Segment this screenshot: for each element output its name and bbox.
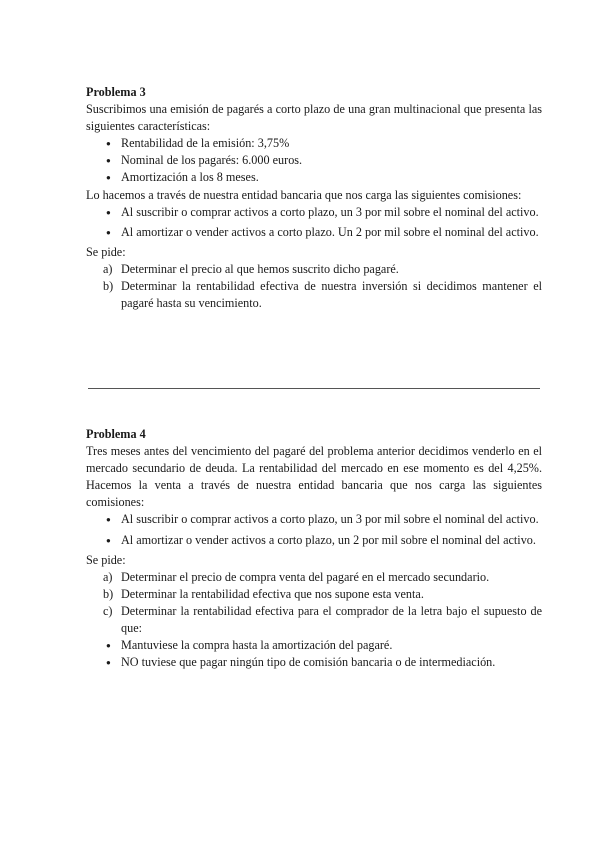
question-text: Determinar el precio de compra venta del pagaré en el mercado secundario. [121, 569, 490, 584]
section-divider [88, 388, 540, 389]
problem-4-ask: Se pide: [86, 552, 126, 567]
problem-3 [86, 84, 542, 312]
feature-item: ● Rentabilidad de la emisión: 3,75% [107, 135, 542, 152]
assumption-item: ● Mantuviese la compra hasta la amortización del pagaré. [107, 637, 542, 654]
problem-4-title: Problema 4 [86, 427, 146, 441]
question-marker: c) [103, 603, 113, 618]
question-marker: b) [103, 279, 114, 294]
commission-item: ● Al suscribir o comprar activos a corto plazo, un 3 por mil sobre el nominal del activo. [107, 511, 542, 528]
assumption-item: ● NO tuviese que pagar ningún tipo de comisión bancaria o de intermediación. [107, 654, 542, 671]
problem-3-commissions [86, 204, 542, 241]
question-text: Determinar la rentabilidad efectiva de nuestra inversión si decidimos mantener el pagaré hasta su vencimiento. [121, 279, 542, 311]
question-item [100, 586, 542, 603]
problem-3-title: Problema 3 [86, 85, 146, 99]
feature-item: ● Amortización a los 8 meses. [107, 169, 542, 186]
question-text: Determinar el precio al que hemos suscrito dicho pagaré. [121, 261, 399, 276]
question-marker: a) [103, 569, 113, 584]
question-marker: b) [103, 586, 114, 601]
problem-4-commissions [86, 511, 542, 548]
problem-3-commission-intro: Lo hacemos a través de nuestra entidad bancaria que nos carga las siguientes comisiones: [86, 187, 522, 202]
problem-3-ask: Se pide: [86, 244, 126, 259]
commission-item: ● Al amortizar o vender activos a corto plazo, un 2 por mil sobre el nominal del activo. [107, 532, 542, 549]
question-item [100, 261, 542, 278]
question-item [100, 278, 542, 312]
feature-item: ● Nominal de los pagarés: 6.000 euros. [107, 152, 542, 169]
question-marker: a) [103, 261, 113, 276]
problem-4-intro: Tres meses antes del vencimiento del pagaré del problema anterior decidimos venderlo en el mercado secundario de deuda. La rentabilidad del mercado en ese momento es del 4,25%. Hacemos la venta a través de nuestra entidad bancaria que nos carga las siguientes comisiones: [86, 444, 542, 510]
question-item [100, 569, 542, 586]
commission-item: ● Al amortizar o vender activos a corto plazo. Un 2 por mil sobre el nominal del activo. [107, 224, 542, 241]
problem-4-assumptions [86, 637, 542, 671]
question-text: Determinar la rentabilidad efectiva que nos supone esta venta. [121, 586, 424, 601]
problem-3-questions [86, 261, 542, 312]
problem-4 [86, 426, 542, 671]
commission-item: ● Al suscribir o comprar activos a corto plazo, un 3 por mil sobre el nominal del activo. [107, 204, 542, 221]
question-item [100, 603, 542, 637]
problem-3-intro: Suscribimos una emisión de pagarés a corto plazo de una gran multinacional que presenta las siguientes características: [86, 102, 542, 134]
problem-4-questions [86, 569, 542, 637]
question-text: Determinar la rentabilidad efectiva para el comprador de la letra bajo el supuesto de que: [121, 603, 542, 636]
problem-3-features [86, 135, 542, 186]
